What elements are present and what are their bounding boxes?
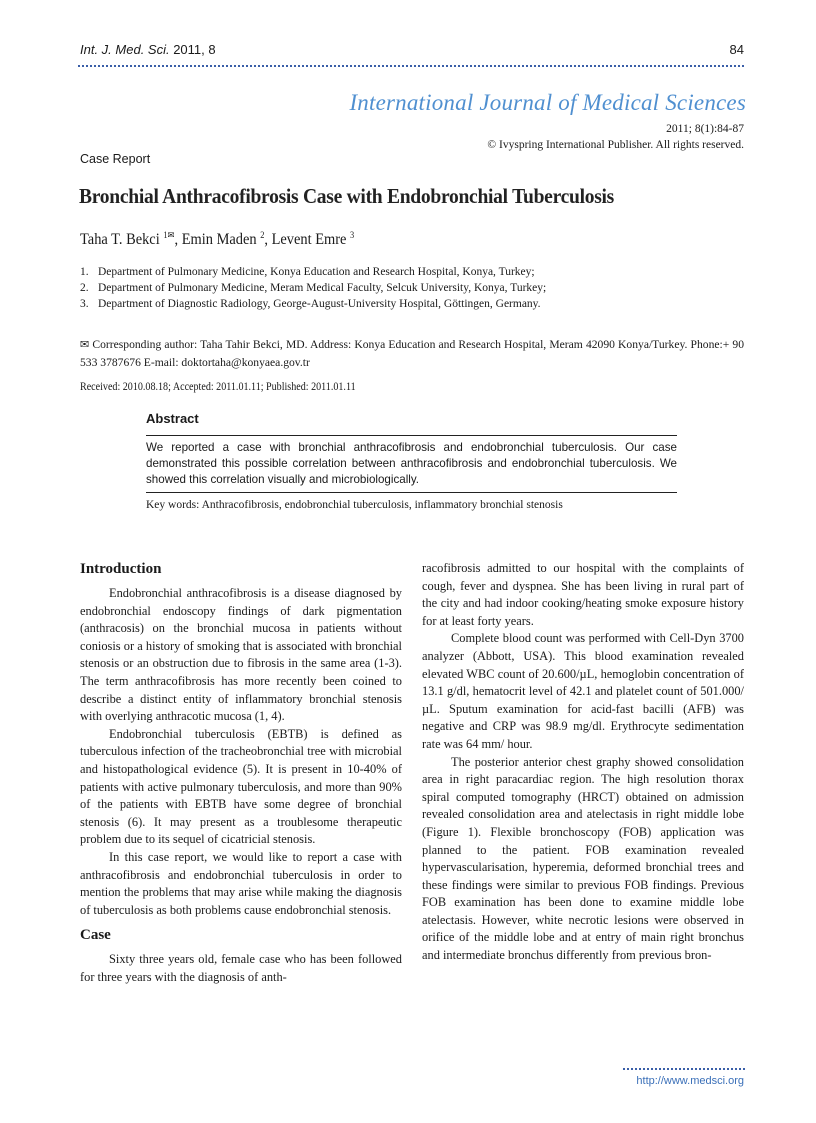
page-number: 84 <box>729 42 744 57</box>
paragraph: Sixty three years old, female case who has been followed for three years with the diagnosis of anth- <box>80 952 402 984</box>
copyright: © Ivyspring International Publisher. All rights reserved. <box>487 139 744 151</box>
journal-abbrev: Int. J. Med. Sci. <box>80 42 170 57</box>
affiliation-text: Department of Pulmonary Medicine, Meram Medical Faculty, Selcuk University, Konya, Turkey; <box>98 281 547 294</box>
corresponding-author <box>80 336 744 372</box>
paragraph: Endobronchial tuberculosis (EBTB) is defined as tuberculous infection of the tracheobronchial tree with microbial and histopathological evidence (5). It is present in 10-40% of patients with active pulmonary tuberculosis, and more than 90% of the patients with EBTB have some degree of bronchial stenosis (6). It may present as a troublesome therapeutic problem due to its sequel of cicatricial stenosis. <box>80 726 402 847</box>
section-heading-introduction: Introduction <box>80 561 162 577</box>
author-affiliation-mark: 3 <box>350 230 355 240</box>
paragraph: In this case report, we would like to report a case with anthracofibrosis and endobronchial tuberculosis in order to mention the problems that may arise while making the diagnosis of tuberculosis as both problems cause endobronchial stenosis. <box>80 849 402 917</box>
paragraph: The posterior anterior chest graphy showed consolidation area in right paracardiac region. The high resolution thorax spiral computed tomography (HRCT) obtained on admission revealed consolidation area and atelectasis in right middle lobe (Figure 1). Flexible bronchoscopy (FOB) application was planned to the patient. FOB examination revealed hypervascularisation, hyperemia, deformed bronchial trees and these findings were similar to previous FOB findings. Previous FOB examination has been done to examine middle lobe atelectasis. However, white necrotic lesions were observed in orifice of the middle lobe and at entry of main right bronchus and intermediate bronchus differently from previous bron- <box>422 754 744 963</box>
affiliation-text: Department of Pulmonary Medicine, Konya Education and Research Hospital, Konya, Turkey; <box>98 266 535 278</box>
running-header-citation <box>80 42 216 57</box>
author-affiliation-mark: 2 <box>260 230 265 240</box>
citation: 2011; 8(1):84-87 <box>666 123 744 135</box>
author-separator: , <box>174 231 182 249</box>
affiliation-number: 2. <box>80 281 89 294</box>
header-divider <box>78 65 744 67</box>
affiliation-item <box>80 281 546 297</box>
affiliation-number: 3. <box>80 297 89 310</box>
keywords: Key words: Anthracofibrosis, endobronchial tuberculosis, inflammatory bronchial stenosis <box>146 499 563 511</box>
paragraph-continuation: racofibrosis admitted to our hospital with the complaints of cough, fever and dyspnea. She has been living in rural part of the city and had indoor cooking/heating smoke exposure history for at least forty years. <box>422 561 744 628</box>
year-volume: 2011, 8 <box>169 42 216 57</box>
body-column-left <box>80 560 402 986</box>
author-name: Levent Emre <box>271 231 347 249</box>
section-heading-case: Case <box>80 927 111 944</box>
footer-divider <box>623 1068 745 1070</box>
paragraph: Endobronchial anthracofibrosis is a disease diagnosed by endobronchial endoscopy findings of dark pigmentation (anthracosis) on the bronchial mucosa in patients without coniosis or a history of smoking that is associated with bronchial stenosis or an obstruction due to fibrosis in the same area (1-3). The term anthracofibrosis has more recently been coined to describe a distinct entity of inflammatory bronchial stenosis with overlying anthracotic mucosa (1, 4). <box>80 586 402 724</box>
abstract-heading: Abstract <box>146 411 199 426</box>
affiliation-number: 1. <box>80 266 89 278</box>
affiliation-item <box>80 265 546 281</box>
author-list <box>80 230 354 249</box>
author-separator: , <box>264 231 272 249</box>
article-type: Case Report <box>80 152 151 166</box>
envelope-icon: ✉ <box>167 231 175 241</box>
abstract-bottom-rule <box>146 492 677 493</box>
affiliation-item <box>80 297 546 313</box>
journal-url-link[interactable]: http://www.medsci.org <box>636 1075 744 1087</box>
abstract-text: We reported a case with bronchial anthracofibrosis and endobronchial tuberculosis. Our case demonstrated this possible correlation between anthracofibrosis and endobronchial tuberculosis. We showed this correlation visually and microbiologically. <box>146 441 677 487</box>
corresponding-text: Corresponding author: Taha Tahir Bekci, MD. Address: Konya Education and Research Hospital, Meram 42090 Konya/Turkey. Phone:+ 90 533 3787676 E-mail: doktortaha@konyaea.gov.tr <box>80 338 744 369</box>
journal-name: International Journal of Medical Sciences <box>349 90 746 115</box>
affiliation-list <box>80 265 546 312</box>
author-name: Taha T. Bekci <box>80 231 160 249</box>
envelope-icon: ✉ <box>80 338 90 351</box>
paragraph: Complete blood count was performed with Cell-Dyn 3700 analyzer (Abbott, USA). This blood examination revealed elevated WBC count of 20.600/µL, hemoglobin concentration of 13.1 g/dl, hematocrit level of 42.1 and platelet count of 501.000/µL. Sputum examination for acid-fast bacilli (AFB) was negative and CRP was 98.9 mg/dl. Erythrocyte sedimentation rate was 64 mm/ hour. <box>422 631 744 751</box>
affiliation-text: Department of Diagnostic Radiology, George-August-University Hospital, Göttingen, Germany. <box>98 297 541 310</box>
article-dates: Received: 2010.08.18; Accepted: 2011.01.11; Published: 2011.01.11 <box>80 381 356 393</box>
abstract-top-rule <box>146 435 677 436</box>
publication-info <box>487 121 744 153</box>
author-name: Emin Maden <box>181 231 257 249</box>
author-affiliation-mark: 1 <box>163 230 168 240</box>
body-column-right <box>422 560 744 965</box>
article-title: Bronchial Anthracofibrosis Case with Endobronchial Tuberculosis <box>79 184 615 208</box>
